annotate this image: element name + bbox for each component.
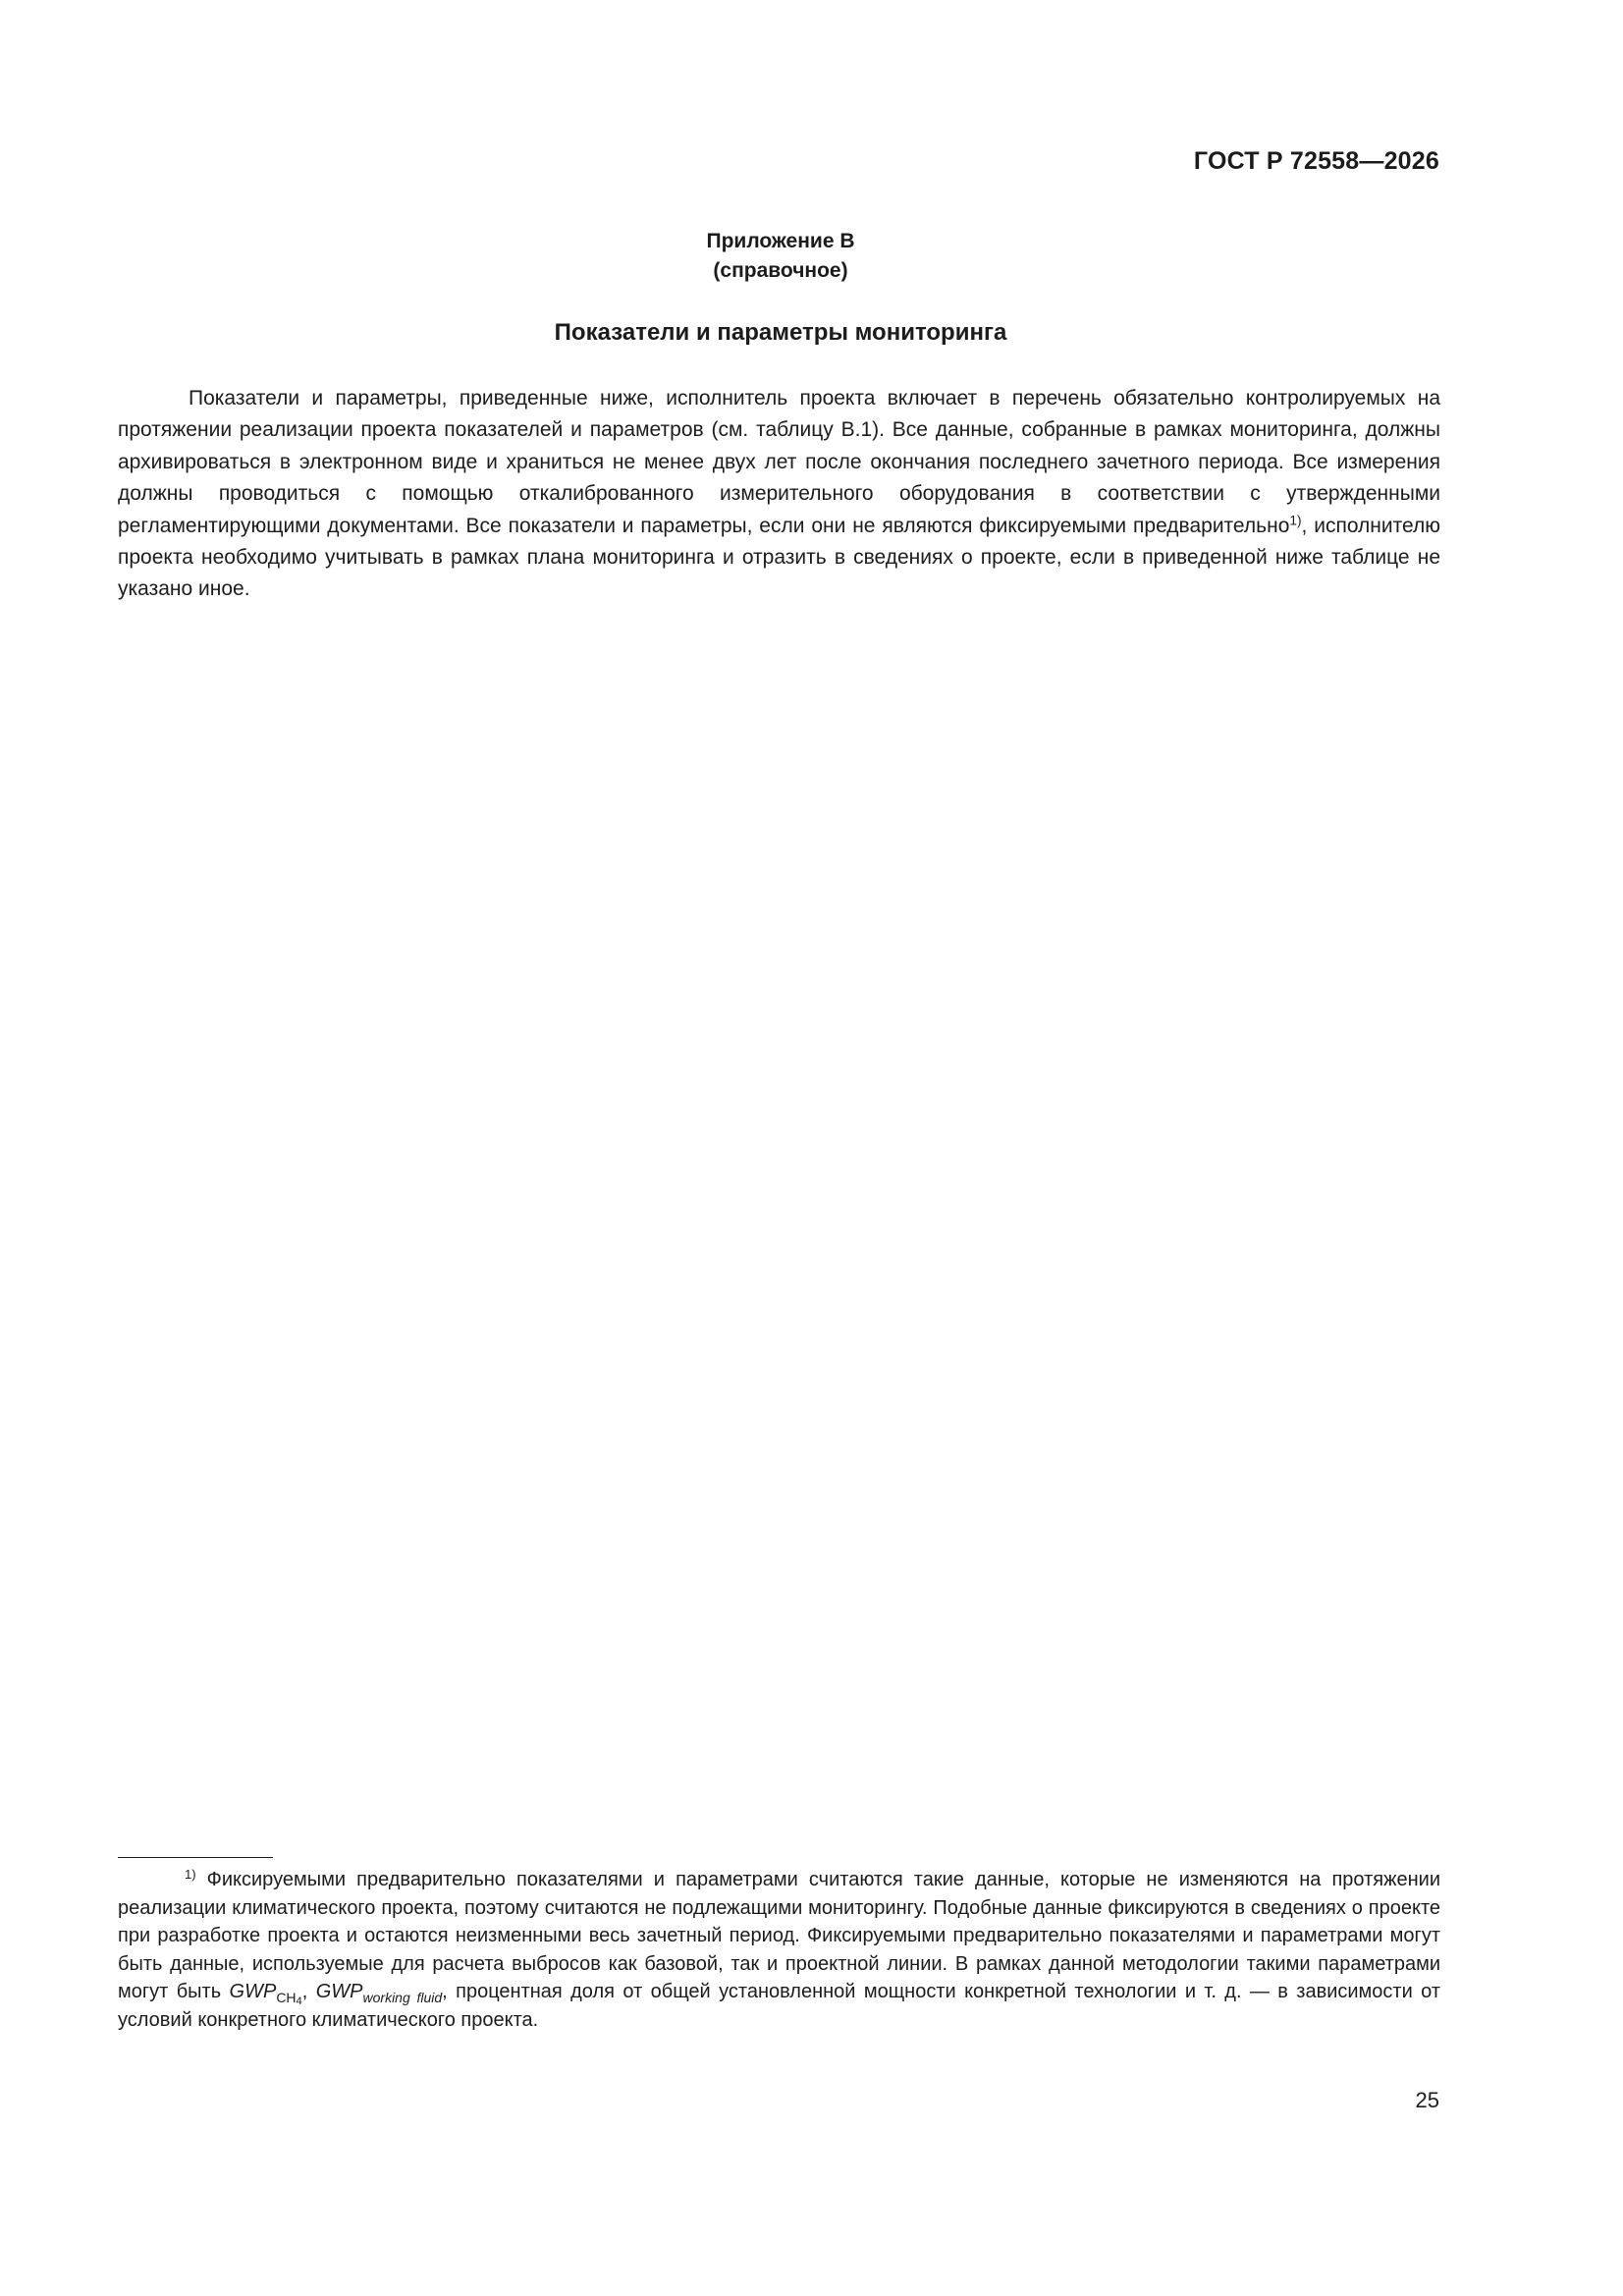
footnote-separator bbox=[118, 1857, 273, 1858]
body-text-part2: , исполнителю проекта необходимо учитывать в рамках плана мониторинга и отразить в сведениях о проекте, если в приведенной ниже таблице не указано иное. bbox=[118, 514, 1440, 601]
body-text-part1: Показатели и параметры, приведенные ниже, исполнитель проекта включает в перечень обязательно контролируемых на протяжении реализации проекта показателей и параметров (см. таблицу В.1). Все данные, собранные в рамках мониторинга, должны архивироваться в электронном виде и храниться не менее двух лет после окончания последнего зачетного периода. Все измерения должны проводиться с помощью откалиброванного измерительного оборудования в соответствии с утвержденными регламентирующими документами. Все показатели и параметры, если они не являются фиксируемыми предварительно bbox=[118, 387, 1440, 537]
page-number: 25 bbox=[1415, 2088, 1439, 2112]
annex-note: (справочное) bbox=[713, 259, 848, 282]
body-paragraph bbox=[118, 383, 1440, 606]
footnote-text-part1: Фиксируемыми предварительно показателями и параметрами считаются такие данные, которые не изменяются на протяжении реализации климатического проекта, поэтому считаются не подлежащими мониторингу. Подобные данные фиксируются в сведениях о проекте при разработке проекта и остаются неизменными весь зачетный период. Фиксируемыми предварительно показателями и параметрами могут быть данные, используемые для расчета выбросов как базовой, так и проектной линии. В рамках данной методологии такими параметрами могут быть bbox=[118, 1869, 1440, 2002]
footnote bbox=[118, 1866, 1440, 2034]
footnote-marker: 1) bbox=[185, 1866, 196, 1882]
document-code-header: ГОСТ Р 72558—2026 bbox=[1193, 147, 1439, 175]
annex-title: Показатели и параметры мониторинга bbox=[554, 319, 1007, 346]
footnote-reference: 1) bbox=[1289, 513, 1302, 528]
gwp-working-fluid-subscript: working fluid bbox=[362, 1989, 443, 2005]
footnote-text-part2: , процентная доля от общей установленной мощности конкретной технологии и т. д. — в зависимости от условий конкретного климатического проекта. bbox=[118, 1981, 1440, 2031]
gwp-ch4-base: GWP bbox=[229, 1981, 277, 2002]
gwp-working-fluid-base: GWP bbox=[315, 1981, 363, 2002]
gwp-working-fluid-symbol bbox=[315, 1981, 443, 2005]
gwp-ch4-subscript bbox=[276, 1989, 302, 2008]
gwp-ch4-sub-text: CH bbox=[276, 1989, 297, 2005]
annex-label: Приложение В bbox=[706, 230, 855, 252]
gwp-ch4-sub-index: 4 bbox=[296, 1995, 302, 2008]
gwp-ch4-symbol bbox=[229, 1981, 302, 2008]
footnote-separator-comma: , bbox=[301, 1981, 316, 2002]
